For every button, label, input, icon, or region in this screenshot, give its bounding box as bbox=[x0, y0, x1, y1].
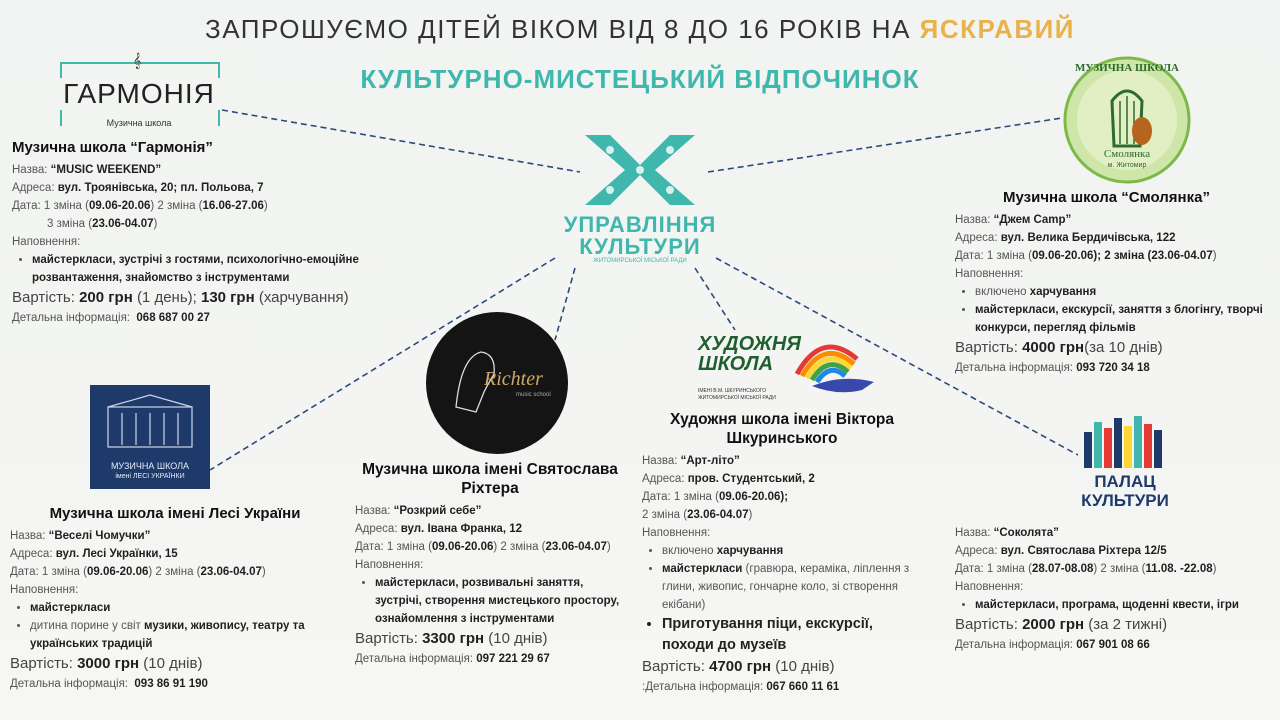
center-logo-line2: КУЛЬТУРИ bbox=[579, 234, 701, 259]
richter-content-label: Наповнення: bbox=[355, 559, 424, 571]
art-content-label: Наповнення: bbox=[642, 527, 711, 539]
smolianka-logo-city: м. Житомир bbox=[1107, 162, 1147, 169]
smolianka-card bbox=[955, 188, 1270, 377]
lesia-card bbox=[10, 504, 340, 693]
smolianka-content-label: Наповнення: bbox=[955, 268, 1024, 280]
richter-price: Вартість: 3300 грн (10 днів) bbox=[355, 630, 548, 647]
art-heading: Художня школа імені Віктора Шкуринського bbox=[669, 411, 895, 447]
garmonia-address-row: Адреса: вул. Троянівська, 20; пл. Польова, 7 bbox=[12, 182, 264, 194]
lesia-details: Детальна інформація: 093 86 91 190 bbox=[10, 678, 208, 690]
art-date-row: Дата: 1 зміна (09.06-20.06); bbox=[642, 491, 789, 503]
smolianka-price: Вартість: 4000 грн(за 10 днів) bbox=[955, 339, 1163, 356]
richter-details: Детальна інформація: 097 221 29 67 bbox=[355, 653, 550, 665]
richter-logo-name: Richter bbox=[484, 368, 543, 390]
garmonia-content-list: • майстеркласи, зустрічі з гостями, психологічно-емоційне розвантаження, знайомство з інструментами bbox=[12, 251, 362, 287]
richter-logo bbox=[426, 312, 568, 454]
garmonia-price: Вартість: 200 грн (1 день); 130 грн (харчування) bbox=[12, 289, 349, 306]
art-name-row: Назва: “Арт-літо” bbox=[642, 455, 740, 467]
center-logo-sub: ЖИТОМИРСЬКОЇ МІСЬКОЇ РАДИ bbox=[593, 258, 687, 264]
title-text: ЗАПРОШУЄМО ДІТЕЙ ВІКОМ ВІД 8 ДО 16 РОКІВ НА bbox=[205, 14, 911, 44]
line-smolianka bbox=[708, 118, 1062, 172]
smolianka-details: Детальна інформація: 093 720 34 18 bbox=[955, 362, 1150, 374]
richter-content-list: • майстеркласи, розвивальні заняття, зустрічі, створення мистецького простору, ознайомлення з інструментами bbox=[355, 574, 625, 628]
art-logo-line2: ШКОЛА bbox=[698, 353, 774, 375]
lesia-logo bbox=[90, 385, 210, 489]
palace-logo-line2: КУЛЬТУРИ bbox=[1081, 491, 1169, 510]
garmonia-details: Детальна інформація: 068 687 00 27 bbox=[12, 312, 210, 324]
art-content-list: • включено харчування • майстеркласи (гравюра, кераміка, ліплення з глини, живопис, гончарне коло, зі створення екібани) • Приготування піци, екскурсії, походи до музеїв bbox=[642, 542, 922, 656]
garmonia-date-row-2: 3 зміна (23.06-04.07) bbox=[47, 218, 158, 230]
art-date-row-2: 2 зміна (23.06-04.07) bbox=[642, 509, 753, 521]
lesia-logo-line2: імені ЛЕСІ УКРАЇНКИ bbox=[115, 473, 185, 480]
garmonia-logo-sub: Музична школа bbox=[106, 118, 172, 128]
lesia-address-row: Адреса: вул. Лесі Українки, 15 bbox=[10, 548, 178, 560]
line-art bbox=[695, 268, 735, 330]
palace-price: Вартість: 2000 грн (за 2 тижні) bbox=[955, 616, 1168, 633]
garmonia-logo bbox=[58, 52, 220, 130]
smolianka-heading: Музична школа “Смолянка” bbox=[1003, 189, 1210, 206]
art-logo-sub: ІМЕНІ В.М. ШКУРИНСЬКОГО ЖИТОМИРСЬКОЇ МІСЬКОЇ РАДИ bbox=[698, 388, 776, 401]
palace-name-row: Назва: “Соколята” bbox=[955, 527, 1059, 539]
center-logo bbox=[560, 130, 720, 270]
smolianka-address-row: Адреса: вул. Велика Бердичівська, 122 bbox=[955, 232, 1176, 244]
lesia-content-list: • майстеркласи • дитина порине у світ музики, живопису, театру та українських традицій bbox=[10, 599, 340, 653]
treble-clef-icon: 𝄞 bbox=[133, 52, 142, 68]
palace-logo bbox=[1080, 412, 1170, 516]
palace-content-list: • майстеркласи, програма, щоденні квести, ігри bbox=[955, 596, 1275, 614]
center-logo-line1: УПРАВЛІННЯ bbox=[563, 212, 717, 237]
lesia-name-row: Назва: “Веселі Чомучки” bbox=[10, 530, 151, 542]
lesia-price: Вартість: 3000 грн (10 днів) bbox=[10, 655, 203, 672]
smolianka-logo-name: Смолянка bbox=[1103, 148, 1151, 160]
art-price: Вартість: 4700 грн (10 днів) bbox=[642, 658, 835, 675]
palace-content-label: Наповнення: bbox=[955, 581, 1024, 593]
garmonia-content-label: Наповнення: bbox=[12, 236, 81, 248]
richter-card bbox=[355, 460, 625, 668]
art-details: :Детальна інформація: 067 660 11 61 bbox=[642, 681, 840, 693]
palace-date-row: Дата: 1 зміна (28.07-08.08) 2 зміна (11.08. -22.08) bbox=[955, 563, 1217, 575]
richter-heading: Музична школа імені Святослава Ріхтера bbox=[362, 461, 618, 497]
palace-card bbox=[955, 524, 1275, 654]
culture-x-icon bbox=[580, 130, 700, 210]
lesia-logo-line1: МУЗИЧНА ШКОЛА bbox=[110, 461, 190, 471]
garmonia-date-row: Дата: 1 зміна (09.06-20.06) 2 зміна (16.06-27.06) bbox=[12, 200, 268, 212]
garmonia-card bbox=[12, 138, 362, 327]
richter-date-row: Дата: 1 зміна (09.06-20.06) 2 зміна (23.06-04.07) bbox=[355, 541, 611, 553]
smolianka-date-row: Дата: 1 зміна (09.06-20.06); 2 зміна (23.06-04.07) bbox=[955, 250, 1217, 262]
art-address-row: Адреса: пров. Студентський, 2 bbox=[642, 473, 815, 485]
art-logo-line1: ХУДОЖНЯ bbox=[698, 333, 801, 355]
rainbow-bird-icon bbox=[792, 334, 882, 404]
lesia-date-row: Дата: 1 зміна (09.06-20.06) 2 зміна (23.06-04.07) bbox=[10, 566, 266, 578]
lesia-content-label: Наповнення: bbox=[10, 584, 79, 596]
palace-logo-line1: ПАЛАЦ bbox=[1094, 472, 1156, 491]
lesia-heading: Музична школа імені Лесі України bbox=[49, 505, 301, 522]
richter-address-row: Адреса: вул. Івана Франка, 12 bbox=[355, 523, 523, 535]
page-title-line1 bbox=[0, 14, 1280, 45]
piano-keys-icon bbox=[1080, 412, 1170, 472]
richter-name-row: Назва: “Розкрий себе” bbox=[355, 505, 482, 517]
school-building-icon bbox=[90, 385, 210, 455]
garmonia-logo-name: ГАРМОНІЯ bbox=[58, 78, 220, 110]
garmonia-heading: Музична школа “Гармонія” bbox=[12, 139, 213, 156]
palace-address-row: Адреса: вул. Святослава Ріхтера 12/5 bbox=[955, 545, 1167, 557]
smolianka-logo bbox=[1062, 56, 1192, 184]
smolianka-content-list: • включено харчування • майстеркласи, екскурсії, заняття з блогінгу, творчі конкурси, перегляд фільмів bbox=[955, 283, 1270, 337]
smolianka-name-row: Назва: “Джем Camp” bbox=[955, 214, 1072, 226]
richter-logo-sub: music school bbox=[516, 392, 551, 398]
garmonia-name-row: Назва: “MUSIC WEEKEND” bbox=[12, 164, 162, 176]
art-school-logo bbox=[696, 334, 886, 408]
page-title-line2: КУЛЬТУРНО-МИСТЕЦЬКИЙ ВІДПОЧИНОК bbox=[360, 64, 920, 94]
palace-details: Детальна інформація: 067 901 08 66 bbox=[955, 639, 1150, 651]
title-highlight: ЯСКРАВИЙ bbox=[919, 14, 1075, 44]
smolianka-logo-top: МУЗИЧНА ШКОЛА bbox=[1075, 62, 1179, 74]
art-card bbox=[642, 410, 922, 696]
